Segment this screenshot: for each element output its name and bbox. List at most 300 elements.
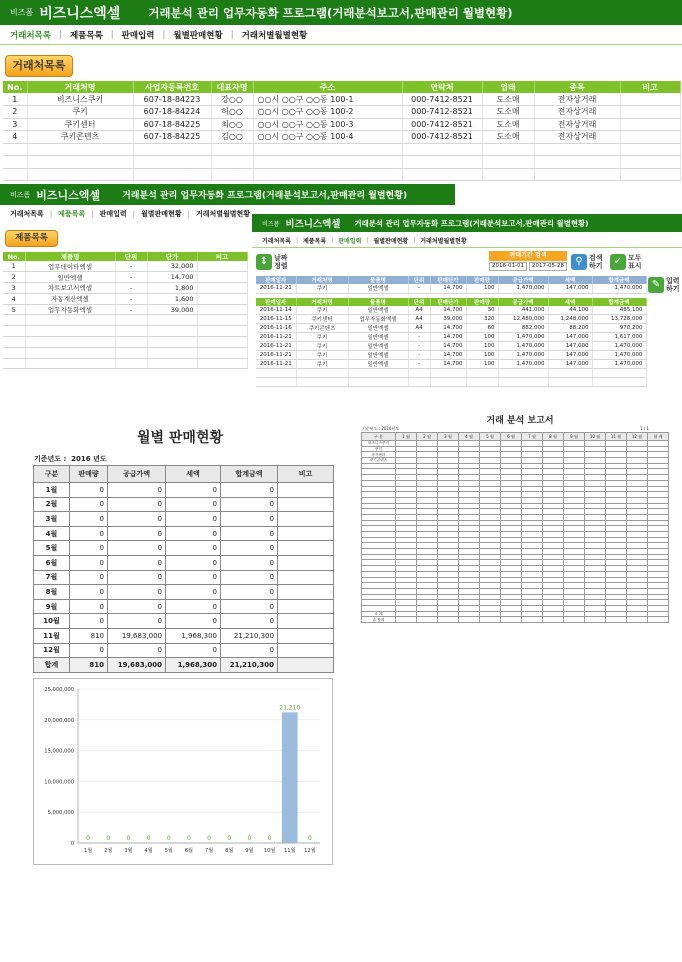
sales-cell[interactable]: 쿠키 (296, 342, 348, 351)
sales-cell[interactable]: 14,700 (430, 333, 466, 342)
product-cell[interactable]: - (115, 272, 147, 283)
client-cell[interactable]: 전자상거래 (534, 118, 620, 131)
client-cell[interactable] (253, 168, 402, 181)
monthly-cell[interactable]: 0 (166, 526, 221, 541)
sales-cell[interactable]: - (408, 351, 430, 360)
sales-cell[interactable]: 2016-11-21 (256, 360, 296, 369)
client-cell[interactable]: 607-18-84225 (133, 131, 211, 144)
client-cell[interactable]: 1 (3, 93, 27, 106)
product-cell[interactable] (197, 293, 247, 304)
sales-cell[interactable]: 2016-11-15 (256, 315, 296, 324)
product-cell[interactable] (115, 326, 147, 337)
client-cell[interactable] (482, 143, 534, 156)
monthly-cell[interactable]: 6월 (34, 555, 70, 570)
product-cell[interactable] (25, 347, 115, 358)
nav-tab-4[interactable]: 월별판매현황 (373, 237, 409, 245)
client-cell[interactable]: 김○○ (211, 131, 253, 144)
sales-cell[interactable]: 일반엑셀 (348, 333, 408, 342)
client-cell[interactable]: 2 (3, 106, 27, 119)
monthly-cell[interactable]: 0 (221, 483, 278, 498)
monthly-cell[interactable]: 19,683,000 (108, 628, 166, 643)
sales-cell[interactable]: 일반엑셀 (348, 324, 408, 333)
report-cell[interactable] (480, 617, 501, 623)
sales-cell[interactable] (466, 369, 498, 378)
product-cell[interactable] (147, 326, 197, 337)
sales-cell[interactable]: 14,700 (430, 351, 466, 360)
sales-cell[interactable]: 485,100 (592, 306, 646, 315)
report-cell[interactable] (396, 617, 417, 623)
report-cell[interactable]: 쿠키센터 (362, 452, 396, 458)
monthly-cell[interactable]: 0 (70, 599, 108, 614)
sales-cell[interactable]: 2016-11-21 (256, 333, 296, 342)
monthly-cell[interactable] (278, 483, 334, 498)
client-cell[interactable] (620, 143, 680, 156)
report-cell[interactable]: 총 합계 (362, 617, 396, 623)
product-cell[interactable]: 차트보고서엑셀 (25, 283, 115, 294)
client-cell[interactable]: ○○시 ○○구 ○○동 100-2 (253, 106, 402, 119)
sales-cell[interactable] (256, 369, 296, 378)
monthly-cell[interactable]: 1,968,300 (166, 628, 221, 643)
client-cell[interactable]: ○○시 ○○구 ○○동 100-1 (253, 93, 402, 106)
sales-cell[interactable]: 2016-11-14 (256, 306, 296, 315)
nav-tab-3[interactable]: 판매입력 (121, 31, 155, 41)
monthly-cell[interactable] (278, 599, 334, 614)
product-cell[interactable] (197, 261, 247, 272)
monthly-cell[interactable]: 0 (108, 512, 166, 527)
monthly-cell[interactable]: 12월 (34, 643, 70, 658)
sales-cell[interactable] (408, 378, 430, 387)
report-cell[interactable]: 쿠키 (362, 446, 396, 452)
sales-cell[interactable]: 1,470,000 (498, 360, 548, 369)
monthly-cell[interactable]: 0 (166, 483, 221, 498)
nav-tab-4[interactable]: 월별판매현황 (173, 31, 223, 41)
product-cell[interactable] (25, 326, 115, 337)
client-cell[interactable] (620, 168, 680, 181)
sales-cell[interactable] (548, 369, 592, 378)
monthly-cell[interactable]: 0 (166, 643, 221, 658)
sales-cell[interactable] (348, 378, 408, 387)
sales-cell[interactable]: - (408, 360, 430, 369)
report-cell[interactable] (627, 617, 648, 623)
sales-cell[interactable]: 쿠키 (296, 351, 348, 360)
sales-input-cell[interactable]: 일반엑셀 (348, 284, 408, 293)
monthly-cell[interactable] (278, 628, 334, 643)
sales-cell[interactable]: 쿠키콘텐츠 (296, 324, 348, 333)
monthly-cell[interactable]: 0 (221, 541, 278, 556)
product-cell[interactable] (25, 337, 115, 348)
sales-cell[interactable] (256, 378, 296, 387)
monthly-cell[interactable]: 0 (70, 483, 108, 498)
sales-cell[interactable]: 970,200 (592, 324, 646, 333)
monthly-cell[interactable]: 0 (221, 555, 278, 570)
client-cell[interactable] (402, 168, 482, 181)
monthly-cell[interactable]: 2월 (34, 497, 70, 512)
monthly-cell[interactable]: 0 (221, 512, 278, 527)
product-cell[interactable] (147, 337, 197, 348)
client-cell[interactable] (27, 143, 133, 156)
sales-cell[interactable]: 320 (466, 315, 498, 324)
product-cell[interactable]: 2 (3, 272, 25, 283)
monthly-cell[interactable]: 0 (221, 497, 278, 512)
client-cell[interactable]: 000-7412-8521 (402, 93, 482, 106)
sales-cell[interactable]: - (408, 342, 430, 351)
nav-tab-4[interactable]: 월별판매현황 (141, 210, 182, 218)
product-cell[interactable]: 3 (3, 283, 25, 294)
monthly-cell[interactable]: 21,210,300 (221, 628, 278, 643)
monthly-cell[interactable]: 0 (108, 599, 166, 614)
sales-cell[interactable]: 441,000 (498, 306, 548, 315)
sales-cell[interactable]: 쿠키 (296, 360, 348, 369)
sales-cell[interactable]: 13,728,000 (592, 315, 646, 324)
sales-cell[interactable]: 2016-11-21 (256, 342, 296, 351)
sales-input-cell[interactable]: 14,700 (430, 284, 466, 293)
monthly-cell[interactable]: 0 (70, 614, 108, 629)
client-cell[interactable] (3, 143, 27, 156)
sales-cell[interactable]: 100 (466, 360, 498, 369)
report-cell[interactable] (417, 617, 438, 623)
monthly-cell[interactable] (278, 497, 334, 512)
product-cell[interactable] (197, 315, 247, 326)
sales-cell[interactable] (348, 369, 408, 378)
product-cell[interactable]: 일반엑셀 (25, 272, 115, 283)
monthly-cell[interactable] (278, 585, 334, 600)
sales-input-cell[interactable]: 2016-11-21 (256, 284, 296, 293)
report-cell[interactable] (438, 617, 459, 623)
client-cell[interactable] (3, 168, 27, 181)
sales-cell[interactable] (296, 378, 348, 387)
sales-cell[interactable] (498, 369, 548, 378)
report-cell[interactable] (648, 617, 669, 623)
sales-cell[interactable]: 14,700 (430, 324, 466, 333)
product-cell[interactable] (197, 304, 247, 315)
sales-input-cell[interactable]: 147,000 (548, 284, 592, 293)
client-cell[interactable]: 도소매 (482, 106, 534, 119)
period-from-input[interactable]: 2016-01-01 (489, 262, 527, 271)
monthly-cell[interactable]: 0 (221, 570, 278, 585)
sales-cell[interactable]: 100 (466, 342, 498, 351)
sales-cell[interactable]: 100 (466, 351, 498, 360)
product-cell[interactable]: - (115, 293, 147, 304)
client-cell[interactable] (27, 156, 133, 169)
product-cell[interactable] (115, 347, 147, 358)
nav-tab-1[interactable]: 거래처목록 (10, 210, 44, 218)
client-cell[interactable]: 전자상거래 (534, 106, 620, 119)
monthly-cell[interactable]: 0 (166, 570, 221, 585)
client-cell[interactable]: 607-18-84225 (133, 118, 211, 131)
client-cell[interactable] (133, 143, 211, 156)
monthly-cell[interactable]: 0 (108, 497, 166, 512)
product-cell[interactable] (25, 358, 115, 369)
product-cell[interactable] (197, 272, 247, 283)
product-cell[interactable]: - (115, 304, 147, 315)
product-cell[interactable] (147, 347, 197, 358)
client-cell[interactable] (482, 168, 534, 181)
product-cell[interactable]: 1 (3, 261, 25, 272)
product-cell[interactable] (3, 337, 25, 348)
sales-cell[interactable]: 12,480,000 (498, 315, 548, 324)
monthly-cell[interactable]: 0 (166, 614, 221, 629)
monthly-cell[interactable]: 0 (108, 526, 166, 541)
client-cell[interactable]: 3 (3, 118, 27, 131)
monthly-cell[interactable]: 0 (166, 541, 221, 556)
sales-cell[interactable]: A4 (408, 324, 430, 333)
sales-input-cell[interactable]: - (408, 284, 430, 293)
client-cell[interactable]: 도소매 (482, 131, 534, 144)
report-cell[interactable] (522, 617, 543, 623)
report-cell[interactable]: 소 계 (362, 611, 396, 617)
sales-cell[interactable]: 1,470,000 (498, 342, 548, 351)
client-cell[interactable] (211, 168, 253, 181)
input-button[interactable] (648, 277, 680, 293)
monthly-cell[interactable]: 0 (166, 497, 221, 512)
monthly-cell[interactable] (278, 541, 334, 556)
sales-cell[interactable] (430, 378, 466, 387)
monthly-cell[interactable] (278, 526, 334, 541)
sales-cell[interactable]: 일반엑셀 (348, 342, 408, 351)
client-cell[interactable] (620, 131, 680, 144)
show-all-button[interactable] (610, 254, 642, 270)
sales-cell[interactable]: 쿠키 (296, 333, 348, 342)
monthly-cell[interactable]: 11월 (34, 628, 70, 643)
nav-tab-5[interactable]: 거래처별월별현황 (241, 31, 308, 41)
sales-cell[interactable]: 쿠키 (296, 306, 348, 315)
client-cell[interactable] (620, 156, 680, 169)
sales-cell[interactable]: 1,470,000 (592, 342, 646, 351)
product-cell[interactable] (197, 326, 247, 337)
sales-cell[interactable]: 1,470,000 (498, 351, 548, 360)
client-cell[interactable]: 607-18-84224 (133, 106, 211, 119)
product-cell[interactable]: - (115, 261, 147, 272)
sales-cell[interactable]: 100 (466, 333, 498, 342)
client-cell[interactable] (402, 143, 482, 156)
product-cell[interactable]: 5 (3, 304, 25, 315)
client-cell[interactable] (620, 93, 680, 106)
product-cell[interactable] (197, 358, 247, 369)
nav-tab-2[interactable]: 제품목록 (69, 31, 103, 41)
client-cell[interactable]: 쿠키콘텐츠 (27, 131, 133, 144)
client-cell[interactable]: 000-7412-8521 (402, 118, 482, 131)
sales-cell[interactable]: 쿠키센터 (296, 315, 348, 324)
client-cell[interactable] (620, 106, 680, 119)
client-cell[interactable]: 강○○ (211, 93, 253, 106)
sales-cell[interactable]: 1,248,000 (548, 315, 592, 324)
period-to-input[interactable]: 2017-05-28 (529, 262, 567, 271)
sales-cell[interactable]: 147,000 (548, 342, 592, 351)
report-cell[interactable] (585, 617, 606, 623)
client-cell[interactable]: 607-18-84223 (133, 93, 211, 106)
sales-cell[interactable] (408, 369, 430, 378)
sales-cell[interactable]: 14,700 (430, 342, 466, 351)
monthly-cell[interactable]: 0 (166, 585, 221, 600)
monthly-cell[interactable]: 0 (108, 555, 166, 570)
product-cell[interactable] (197, 337, 247, 348)
nav-tab-3[interactable]: 판매입력 (99, 210, 127, 218)
monthly-cell[interactable]: 0 (108, 614, 166, 629)
client-cell[interactable]: 전자상거래 (534, 93, 620, 106)
monthly-cell[interactable]: 0 (221, 599, 278, 614)
sales-cell[interactable] (466, 378, 498, 387)
product-cell[interactable] (147, 315, 197, 326)
product-cell[interactable]: 1,800 (147, 283, 197, 294)
report-cell[interactable] (459, 617, 480, 623)
product-cell[interactable]: 4 (3, 293, 25, 304)
nav-tab-2[interactable]: 제품목록 (303, 237, 327, 245)
monthly-cell[interactable]: 0 (166, 599, 221, 614)
product-cell[interactable] (3, 326, 25, 337)
sales-cell[interactable] (430, 369, 466, 378)
nav-tab-1[interactable]: 거래처목록 (262, 237, 291, 245)
client-cell[interactable]: ○○시 ○○구 ○○동 100-4 (253, 131, 402, 144)
product-cell[interactable] (147, 358, 197, 369)
client-cell[interactable] (402, 156, 482, 169)
monthly-cell[interactable] (278, 512, 334, 527)
client-cell[interactable]: 도소매 (482, 93, 534, 106)
monthly-cell[interactable]: 0 (70, 526, 108, 541)
monthly-cell[interactable]: 0 (221, 614, 278, 629)
sales-input-cell[interactable]: 1,470,000 (498, 284, 548, 293)
monthly-cell[interactable]: 9월 (34, 599, 70, 614)
monthly-cell[interactable]: 0 (70, 512, 108, 527)
monthly-cell[interactable]: 0 (70, 570, 108, 585)
nav-tab-3[interactable]: 판매입력 (338, 237, 362, 245)
client-cell[interactable] (211, 156, 253, 169)
product-cell[interactable] (197, 283, 247, 294)
report-cell[interactable] (543, 617, 564, 623)
report-cell[interactable] (564, 617, 585, 623)
client-cell[interactable] (27, 168, 133, 181)
product-cell[interactable] (3, 347, 25, 358)
sales-cell[interactable]: 882,000 (498, 324, 548, 333)
client-cell[interactable]: 000-7412-8521 (402, 131, 482, 144)
sales-cell[interactable] (548, 378, 592, 387)
client-cell[interactable]: 비즈니스쿠키 (27, 93, 133, 106)
product-cell[interactable]: - (115, 283, 147, 294)
sales-cell[interactable]: - (408, 333, 430, 342)
product-cell[interactable]: 32,000 (147, 261, 197, 272)
monthly-cell[interactable] (278, 570, 334, 585)
sales-cell[interactable]: 1,470,000 (592, 351, 646, 360)
sales-input-cell[interactable]: 100 (466, 284, 498, 293)
report-cell[interactable] (606, 617, 627, 623)
sales-cell[interactable]: 1,470,000 (498, 333, 548, 342)
sales-cell[interactable]: 60 (466, 324, 498, 333)
sales-cell[interactable]: 147,000 (548, 360, 592, 369)
sales-cell[interactable] (592, 378, 646, 387)
client-cell[interactable]: 도소매 (482, 118, 534, 131)
client-cell[interactable] (253, 156, 402, 169)
monthly-cell[interactable]: 8월 (34, 585, 70, 600)
monthly-cell[interactable]: 0 (70, 585, 108, 600)
product-cell[interactable]: 1,600 (147, 293, 197, 304)
sales-cell[interactable]: 1,617,000 (592, 333, 646, 342)
product-cell[interactable]: 14,700 (147, 272, 197, 283)
sales-input-cell[interactable]: 1,470,000 (592, 284, 646, 293)
monthly-cell[interactable]: 0 (70, 555, 108, 570)
sales-cell[interactable] (498, 378, 548, 387)
client-cell[interactable]: 최○○ (211, 118, 253, 131)
client-cell[interactable] (534, 143, 620, 156)
sales-cell[interactable] (296, 369, 348, 378)
client-cell[interactable] (253, 143, 402, 156)
monthly-cell[interactable]: 4월 (34, 526, 70, 541)
client-cell[interactable] (620, 118, 680, 131)
sales-cell[interactable] (592, 369, 646, 378)
client-cell[interactable]: 000-7412-8521 (402, 106, 482, 119)
nav-tab-1[interactable]: 거래처목록 (10, 31, 52, 41)
product-cell[interactable]: 자동계산엑셀 (25, 293, 115, 304)
product-cell[interactable] (115, 315, 147, 326)
nav-tab-2[interactable]: 제품목록 (58, 210, 86, 218)
sales-cell[interactable]: 39,000 (430, 315, 466, 324)
nav-tab-5[interactable]: 거래처별월별현황 (420, 237, 467, 245)
sales-cell[interactable]: 일반엑셀 (348, 306, 408, 315)
monthly-cell[interactable]: 0 (166, 555, 221, 570)
client-cell[interactable] (482, 156, 534, 169)
product-cell[interactable]: 39,000 (147, 304, 197, 315)
client-cell[interactable] (211, 143, 253, 156)
sales-cell[interactable]: 14,700 (430, 306, 466, 315)
sales-cell[interactable]: 44,100 (548, 306, 592, 315)
date-sort-button[interactable] (256, 254, 288, 270)
product-cell[interactable] (197, 347, 247, 358)
search-button[interactable] (571, 254, 603, 270)
product-cell[interactable] (3, 315, 25, 326)
monthly-cell[interactable]: 1월 (34, 483, 70, 498)
sales-cell[interactable]: 30 (466, 306, 498, 315)
report-cell[interactable]: 비즈니스쿠키 (362, 441, 396, 447)
monthly-cell[interactable]: 0 (166, 512, 221, 527)
sales-cell[interactable]: 업무자동화엑셀 (348, 315, 408, 324)
monthly-cell[interactable]: 0 (108, 541, 166, 556)
monthly-cell[interactable] (278, 555, 334, 570)
monthly-cell[interactable]: 0 (108, 570, 166, 585)
product-cell[interactable] (115, 337, 147, 348)
monthly-cell[interactable]: 0 (221, 643, 278, 658)
sales-cell[interactable]: 147,000 (548, 351, 592, 360)
client-cell[interactable] (534, 156, 620, 169)
sales-cell[interactable]: A4 (408, 306, 430, 315)
client-cell[interactable]: 쿠키센터 (27, 118, 133, 131)
sales-cell[interactable]: A4 (408, 315, 430, 324)
monthly-cell[interactable]: 0 (221, 526, 278, 541)
client-list-button[interactable]: 거래처목록 (5, 55, 73, 77)
client-cell[interactable]: 전자상거래 (534, 131, 620, 144)
monthly-cell[interactable] (278, 643, 334, 658)
monthly-cell[interactable]: 0 (70, 643, 108, 658)
monthly-cell[interactable]: 0 (221, 585, 278, 600)
sales-cell[interactable]: 일반엑셀 (348, 360, 408, 369)
monthly-cell[interactable]: 7월 (34, 570, 70, 585)
monthly-cell[interactable]: 0 (70, 497, 108, 512)
client-cell[interactable]: 4 (3, 131, 27, 144)
client-cell[interactable] (133, 156, 211, 169)
sales-cell[interactable]: 88,200 (548, 324, 592, 333)
nav-tab-5[interactable]: 거래처별월별현황 (195, 210, 251, 218)
sales-cell[interactable]: 2016-11-21 (256, 351, 296, 360)
product-cell[interactable]: 업무자동화엑셀 (25, 304, 115, 315)
product-cell[interactable] (3, 358, 25, 369)
monthly-cell[interactable]: 0 (108, 483, 166, 498)
client-cell[interactable]: ○○시 ○○구 ○○동 100-3 (253, 118, 402, 131)
sales-cell[interactable]: 일반엑셀 (348, 351, 408, 360)
monthly-cell[interactable]: 0 (108, 585, 166, 600)
product-list-button[interactable]: 제품목록 (5, 230, 58, 247)
sales-cell[interactable]: 2016-11-16 (256, 324, 296, 333)
monthly-cell[interactable]: 810 (70, 628, 108, 643)
sales-cell[interactable]: 1,470,000 (592, 360, 646, 369)
report-cell[interactable] (501, 617, 522, 623)
sales-cell[interactable]: 14,700 (430, 360, 466, 369)
